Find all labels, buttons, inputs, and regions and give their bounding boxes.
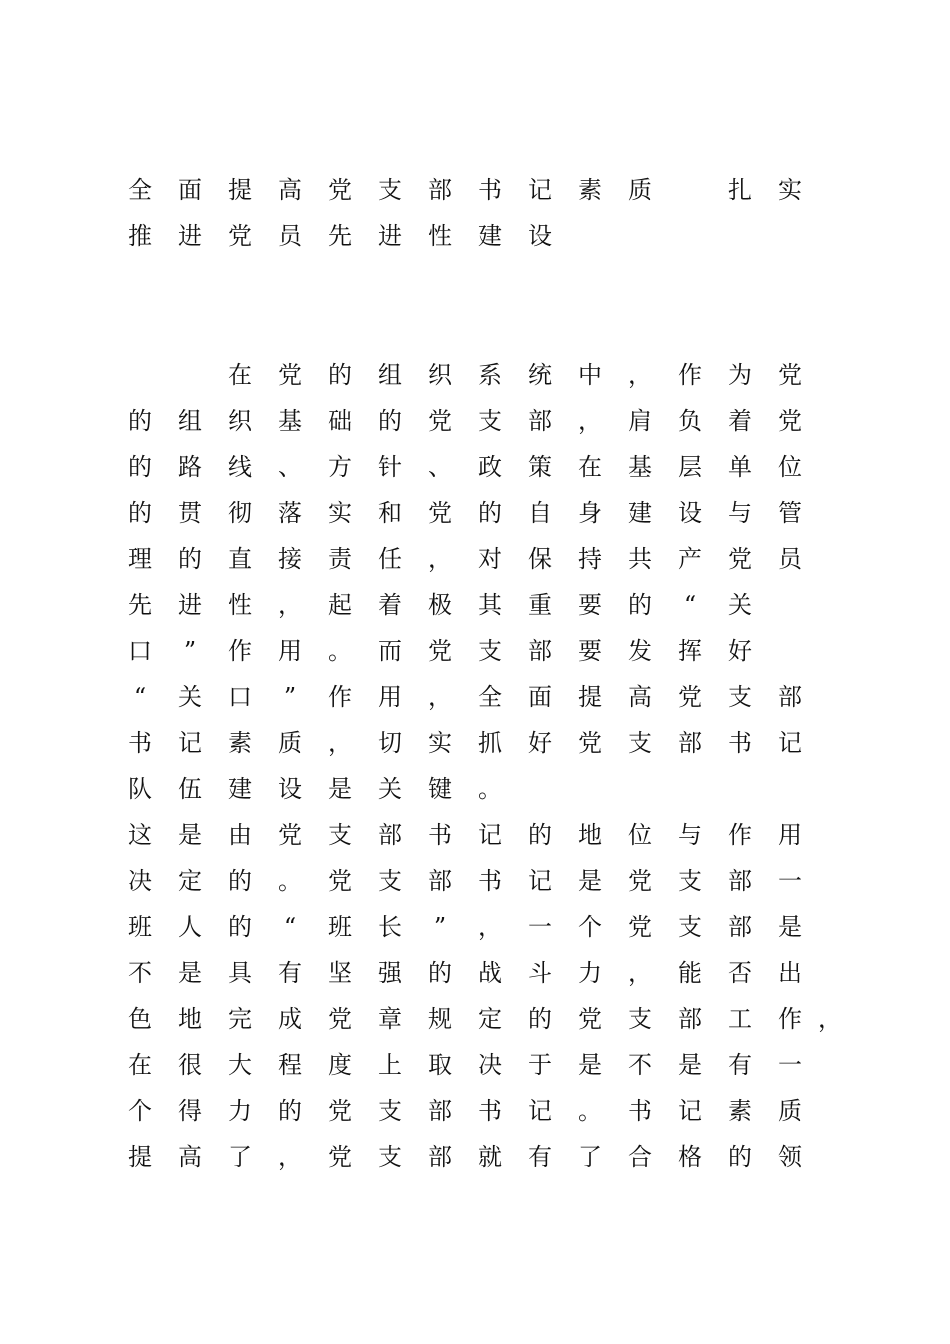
text-char: 保	[528, 545, 552, 573]
text-char: 进	[178, 222, 202, 250]
text-char	[120, 355, 160, 395]
text-char: 的	[128, 499, 152, 527]
text-char: 接	[278, 545, 302, 573]
text-char: 作	[778, 1005, 802, 1033]
text-char: 完	[228, 1005, 252, 1033]
text-char: 全	[478, 683, 502, 711]
text-char: 高	[178, 1143, 202, 1171]
text-char: 决	[478, 1051, 502, 1079]
text-char: 起	[328, 591, 352, 619]
text-char: 长	[378, 913, 402, 941]
text-char: 的	[128, 453, 152, 481]
text-char: 。	[478, 775, 502, 803]
text-char: 一	[778, 1051, 802, 1079]
text-char: 口	[128, 637, 152, 665]
text-char: 基	[278, 407, 302, 435]
text-char: 战	[478, 959, 502, 987]
text-char: 色	[128, 1005, 152, 1033]
text-char: 党	[278, 821, 302, 849]
text-char: 党	[328, 1143, 352, 1171]
text-char: 有	[728, 1051, 752, 1079]
text-char: 的	[528, 821, 552, 849]
text-char: 与	[678, 821, 702, 849]
text-char: 否	[728, 959, 752, 987]
text-char: ”	[433, 913, 447, 941]
text-char: 政	[478, 453, 502, 481]
text-char: ，	[428, 683, 452, 711]
text-char: 书	[628, 1097, 652, 1125]
text-char: ，	[578, 407, 602, 435]
text-char: 全	[128, 176, 152, 204]
text-char: 、	[428, 453, 452, 481]
text-char: 着	[728, 407, 752, 435]
text-char: 坚	[328, 959, 352, 987]
text-char: 党	[778, 407, 802, 435]
text-char: 章	[378, 1005, 402, 1033]
text-char	[670, 170, 710, 210]
text-char: 上	[378, 1051, 402, 1079]
text-char: 极	[428, 591, 452, 619]
text-char: 支	[478, 407, 502, 435]
text-char: 设	[278, 775, 302, 803]
text-char: 是	[178, 821, 202, 849]
text-char: ，	[278, 591, 302, 619]
text-char: 理	[128, 545, 152, 573]
text-char: 和	[378, 499, 402, 527]
text-char: 着	[378, 591, 402, 619]
text-char: 部	[528, 407, 552, 435]
text-char: 党	[328, 1097, 352, 1125]
text-char: 高	[278, 176, 302, 204]
text-char: 记	[678, 1097, 702, 1125]
text-char: 书	[728, 729, 752, 757]
text-char: 键	[428, 775, 452, 803]
text-char: 强	[378, 959, 402, 987]
text-char: 落	[278, 499, 302, 527]
text-char: 的	[478, 499, 502, 527]
text-char: 而	[378, 637, 402, 665]
text-char: 党	[678, 683, 702, 711]
text-char: 建	[628, 499, 652, 527]
text-char: 班	[128, 913, 152, 941]
text-char: 管	[778, 499, 802, 527]
text-char: 地	[578, 821, 602, 849]
text-char: 口	[228, 683, 252, 711]
text-char: 彻	[228, 499, 252, 527]
text-char: 党	[578, 729, 602, 757]
text-char: 位	[628, 821, 652, 849]
text-char: 的	[178, 545, 202, 573]
text-char: 组	[178, 407, 202, 435]
text-char: 统	[528, 361, 552, 389]
text-char: 挥	[678, 637, 702, 665]
text-char: 建	[478, 222, 502, 250]
text-char: ，	[278, 1143, 302, 1171]
text-char: 的	[228, 867, 252, 895]
text-char: 党	[578, 1005, 602, 1033]
text-char: 要	[578, 591, 602, 619]
text-char: 部	[378, 821, 402, 849]
text-char: 重	[528, 591, 552, 619]
text-char: 党	[428, 637, 452, 665]
text-char: 书	[478, 1097, 502, 1125]
text-char: 中	[578, 361, 602, 389]
text-char: 一	[778, 867, 802, 895]
text-char: 能	[678, 959, 702, 987]
text-char: 的	[278, 1097, 302, 1125]
text-char: 织	[228, 407, 252, 435]
text-char: 质	[628, 176, 652, 204]
text-char: 支	[728, 683, 752, 711]
text-char: 质	[778, 1097, 802, 1125]
text-char: 组	[378, 361, 402, 389]
text-char: ，	[328, 729, 352, 757]
text-char: 的	[628, 591, 652, 619]
text-char: 发	[628, 637, 652, 665]
text-char: 质	[278, 729, 302, 757]
text-char: 部	[728, 913, 752, 941]
text-char: 肩	[628, 407, 652, 435]
text-char: 成	[278, 1005, 302, 1033]
text-char: 力	[228, 1097, 252, 1125]
text-char: 不	[628, 1051, 652, 1079]
text-char: 格	[678, 1143, 702, 1171]
text-char: 提	[228, 176, 252, 204]
text-char: 础	[328, 407, 352, 435]
text-char: 地	[178, 1005, 202, 1033]
text-char: 。	[578, 1097, 602, 1125]
text-char: 部	[778, 683, 802, 711]
text-char: 党	[228, 222, 252, 250]
text-char: ，	[478, 913, 502, 941]
text-char: 设	[678, 499, 702, 527]
text-char: 斗	[528, 959, 552, 987]
text-char: 决	[128, 867, 152, 895]
text-char: 记	[528, 867, 552, 895]
text-char: 人	[178, 913, 202, 941]
text-char: 支	[378, 867, 402, 895]
text-char: 提	[128, 1143, 152, 1171]
text-char: ”	[283, 683, 297, 711]
text-char: 书	[478, 867, 502, 895]
text-char: 责	[328, 545, 352, 573]
text-char: 部	[728, 867, 752, 895]
text-char: 党	[628, 867, 652, 895]
text-char: 的	[128, 407, 152, 435]
text-char: 班	[328, 913, 352, 941]
text-char: 抓	[478, 729, 502, 757]
text-char: 产	[678, 545, 702, 573]
text-char: 单	[728, 453, 752, 481]
text-char: 支	[378, 1097, 402, 1125]
text-char: 线	[228, 453, 252, 481]
text-char: 不	[128, 959, 152, 987]
text-char: 党	[328, 1005, 352, 1033]
text-char: 党	[328, 176, 352, 204]
text-char: 关	[178, 683, 202, 711]
text-char: 的	[728, 1143, 752, 1171]
text-char: 支	[378, 1143, 402, 1171]
text-char: 先	[128, 591, 152, 619]
text-char: 支	[328, 821, 352, 849]
text-char: 书	[478, 176, 502, 204]
text-char: 员	[778, 545, 802, 573]
text-char: 支	[628, 1005, 652, 1033]
text-char: 由	[228, 821, 252, 849]
text-char: 是	[578, 1051, 602, 1079]
text-char: 个	[128, 1097, 152, 1125]
text-char: 先	[328, 222, 352, 250]
text-char: 建	[228, 775, 252, 803]
text-char: 素	[578, 176, 602, 204]
text-char: 方	[328, 453, 352, 481]
text-char: 关	[728, 591, 752, 619]
text-char: 位	[778, 453, 802, 481]
text-char: 党	[278, 361, 302, 389]
text-char: 取	[428, 1051, 452, 1079]
text-char: 是	[678, 1051, 702, 1079]
text-char: “	[283, 913, 297, 941]
text-char: 策	[528, 453, 552, 481]
text-char: 实	[328, 499, 352, 527]
text-char: 织	[428, 361, 452, 389]
text-char: 党	[428, 407, 452, 435]
text-char: 。	[328, 637, 352, 665]
text-char: 党	[728, 545, 752, 573]
text-char: 部	[428, 867, 452, 895]
text-char: 对	[478, 545, 502, 573]
text-char: 记	[528, 176, 552, 204]
text-char: 素	[728, 1097, 752, 1125]
text-char: 是	[578, 867, 602, 895]
text-char: 在	[228, 361, 252, 389]
text-char: 的	[528, 1005, 552, 1033]
text-char: 负	[678, 407, 702, 435]
text-char: 好	[728, 637, 752, 665]
text-char: 面	[178, 176, 202, 204]
text-char: 伍	[178, 775, 202, 803]
text-char: 作	[728, 821, 752, 849]
text-char: 工	[728, 1005, 752, 1033]
text-char: 了	[228, 1143, 252, 1171]
text-char: 实	[778, 176, 802, 204]
text-char: 定	[478, 1005, 502, 1033]
text-char: ，	[628, 959, 652, 987]
text-char: 设	[528, 222, 552, 250]
text-char: 系	[478, 361, 502, 389]
text-char: 进	[378, 222, 402, 250]
text-char: 具	[228, 959, 252, 987]
text-char: 是	[328, 775, 352, 803]
text-char: 高	[628, 683, 652, 711]
text-char: 部	[428, 1097, 452, 1125]
text-char: 队	[128, 775, 152, 803]
text-char: 于	[528, 1051, 552, 1079]
text-char: 扎	[728, 176, 752, 204]
text-char: 记	[478, 821, 502, 849]
text-char: 性	[228, 591, 252, 619]
text-char: “	[683, 591, 697, 619]
text-char: 员	[278, 222, 302, 250]
text-char: 共	[628, 545, 652, 573]
text-char: 推	[128, 222, 152, 250]
text-char: 好	[528, 729, 552, 757]
text-char: 合	[628, 1143, 652, 1171]
text-char: 层	[678, 453, 702, 481]
text-char: 党	[628, 913, 652, 941]
text-char: 党	[428, 499, 452, 527]
text-char: 切	[378, 729, 402, 757]
text-char: 有	[528, 1143, 552, 1171]
text-char: 其	[478, 591, 502, 619]
text-char: 规	[428, 1005, 452, 1033]
text-char: 直	[228, 545, 252, 573]
text-char: 有	[278, 959, 302, 987]
text-char: 支	[678, 913, 702, 941]
text-char: 部	[678, 1005, 702, 1033]
text-char: 支	[478, 637, 502, 665]
text-char: 这	[128, 821, 152, 849]
text-char: 得	[178, 1097, 202, 1125]
text-char: 在	[578, 453, 602, 481]
text-char: 要	[578, 637, 602, 665]
text-char: 领	[778, 1143, 802, 1171]
text-char: 的	[328, 361, 352, 389]
text-char: 自	[528, 499, 552, 527]
text-char: 的	[228, 913, 252, 941]
text-char: “	[133, 683, 147, 711]
text-char: 持	[578, 545, 602, 573]
text-char	[170, 355, 210, 395]
text-char: 部	[428, 176, 452, 204]
text-char: 的	[378, 407, 402, 435]
text-char: 作	[328, 683, 352, 711]
text-char: 很	[178, 1051, 202, 1079]
text-char: 用	[778, 821, 802, 849]
text-char: ，	[428, 545, 452, 573]
text-char: 作	[678, 361, 702, 389]
text-char: 部	[678, 729, 702, 757]
text-char: 支	[378, 176, 402, 204]
text-char: 作	[228, 637, 252, 665]
text-char: 书	[128, 729, 152, 757]
text-char: 一	[528, 913, 552, 941]
text-char: 进	[178, 591, 202, 619]
text-char: 记	[528, 1097, 552, 1125]
text-char: 部	[528, 637, 552, 665]
text-char: 提	[578, 683, 602, 711]
text-char: 支	[678, 867, 702, 895]
text-char: 素	[228, 729, 252, 757]
text-char: 党	[778, 361, 802, 389]
text-char: 个	[578, 913, 602, 941]
text-char: 身	[578, 499, 602, 527]
text-char: 支	[628, 729, 652, 757]
text-char: 记	[178, 729, 202, 757]
text-char: 记	[778, 729, 802, 757]
text-char: 针	[378, 453, 402, 481]
text-char: 任	[378, 545, 402, 573]
text-char: 部	[428, 1143, 452, 1171]
text-char: 实	[428, 729, 452, 757]
text-char: 书	[428, 821, 452, 849]
text-char: 、	[278, 453, 302, 481]
text-char: 程	[278, 1051, 302, 1079]
text-char: 力	[578, 959, 602, 987]
text-char: 的	[428, 959, 452, 987]
text-char: 用	[378, 683, 402, 711]
text-char: 是	[778, 913, 802, 941]
text-char: 与	[728, 499, 752, 527]
text-char: 定	[178, 867, 202, 895]
text-char: 了	[578, 1143, 602, 1171]
text-char: 出	[778, 959, 802, 987]
text-char: 面	[528, 683, 552, 711]
text-char: ，	[628, 361, 652, 389]
text-char: 基	[628, 453, 652, 481]
text-char: 路	[178, 453, 202, 481]
text-char: 用	[278, 637, 302, 665]
text-char: ，	[818, 1005, 842, 1033]
text-char: 为	[728, 361, 752, 389]
text-char: ”	[183, 637, 197, 665]
text-char: 性	[428, 222, 452, 250]
text-char: 贯	[178, 499, 202, 527]
text-char: 。	[278, 867, 302, 895]
text-char: 就	[478, 1143, 502, 1171]
text-char: 是	[178, 959, 202, 987]
text-char: 党	[328, 867, 352, 895]
text-char: 度	[328, 1051, 352, 1079]
text-char: 在	[128, 1051, 152, 1079]
text-char: 关	[378, 775, 402, 803]
text-char: 大	[228, 1051, 252, 1079]
